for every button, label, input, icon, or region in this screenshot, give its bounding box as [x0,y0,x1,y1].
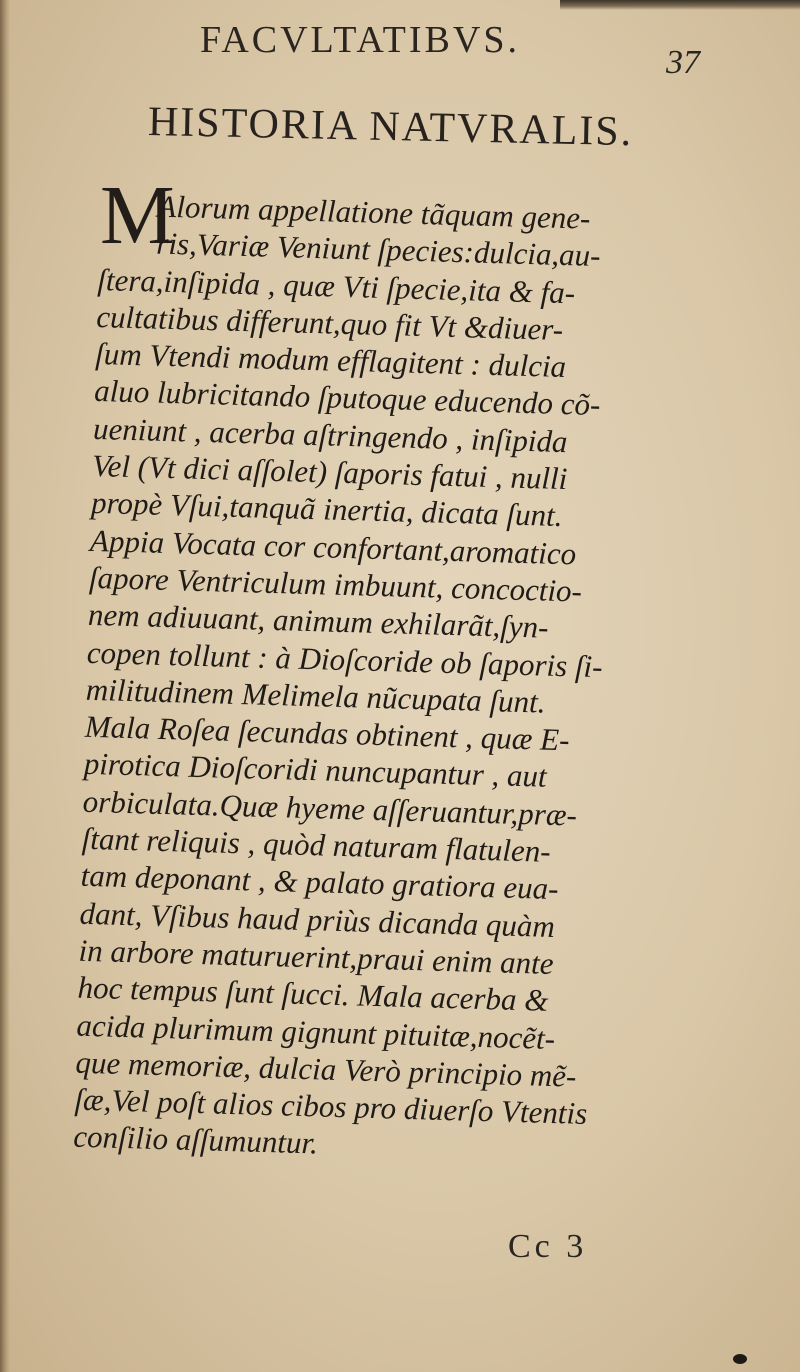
text-line: Alorum appellatione tãquam gene- [156,188,591,236]
text-line: ſtera,inſipida , quæ Vti ſpecie,ita & fa- [96,261,576,310]
text-line: Appia Vocata cor confortant,aromatico [89,522,577,572]
text-line: cultatibus differunt,quo fit Vt &diuer- [95,298,564,347]
drop-cap: M [100,169,175,262]
text-line: ſapore Ventriculum imbuunt, concoctio- [88,559,583,609]
page-shadow [560,0,800,10]
text-line: nem adiuuant, animum exhilarãt,ſyn- [87,597,549,645]
running-head: FACVLTATIBVS. [200,19,520,61]
text-line: ris,Variæ Veniunt ſpecies:dulcia,au- [155,225,602,274]
page-number: 37 [666,44,700,81]
ink-spot [733,1354,747,1364]
text-line: ueniunt , acerba aſtringendo , inſipida [92,410,568,459]
text-line: acida plurimum gignunt pituitæ,nocẽt- [76,1007,556,1056]
text-line: militudinem Melimela nũcupata ſunt. [85,671,547,720]
body-text [73,186,720,1173]
text-line: ſtant reliquis , quòd naturam flatulen- [81,820,552,869]
text-line: Mala Roſea ſecundas obtinent , quæ E- [84,708,570,758]
text-line: Vel (Vt dici aſſolet) ſaporis fatui , nulli [91,447,568,497]
section-title: HISTORIA NATVRALIS. [147,99,634,156]
text-line: pirotica Dioſcoridi nuncupantur , aut [83,746,548,795]
text-line: tam deponant , & palato gratiora eua- [80,858,559,907]
text-line: ſæ,Vel poſt alios cibos pro diuerſo Vtentis [74,1081,588,1132]
text-line: dant, Vſibus haud priùs dicanda quàm [79,895,556,944]
text-line: que memoriæ, dulcia Verò principio mẽ- [75,1044,577,1094]
text-line: copen tollunt : à Dioſcoride ob ſaporis ſi- [86,634,604,684]
text-line: orbiculata.Quæ hyeme aſſeruantur,præ- [82,783,578,833]
binding-edge [0,0,10,1372]
text-line: propè Vſui,tanquã inertia, dicata ſunt. [90,485,564,534]
text-line: hoc tempus ſunt ſucci. Mala acerba & [77,969,549,1019]
signature-mark: Cc 3 [508,1228,588,1265]
text-line: conſilio aſſumuntur. [72,1119,319,1161]
text-line: aluo lubricitando ſputoque educendo cõ- [93,373,601,423]
text-line: in arbore maturuerint,praui enim ante [78,932,554,981]
text-line: ſum Vtendi modum efflagitent : dulcia [94,336,567,385]
